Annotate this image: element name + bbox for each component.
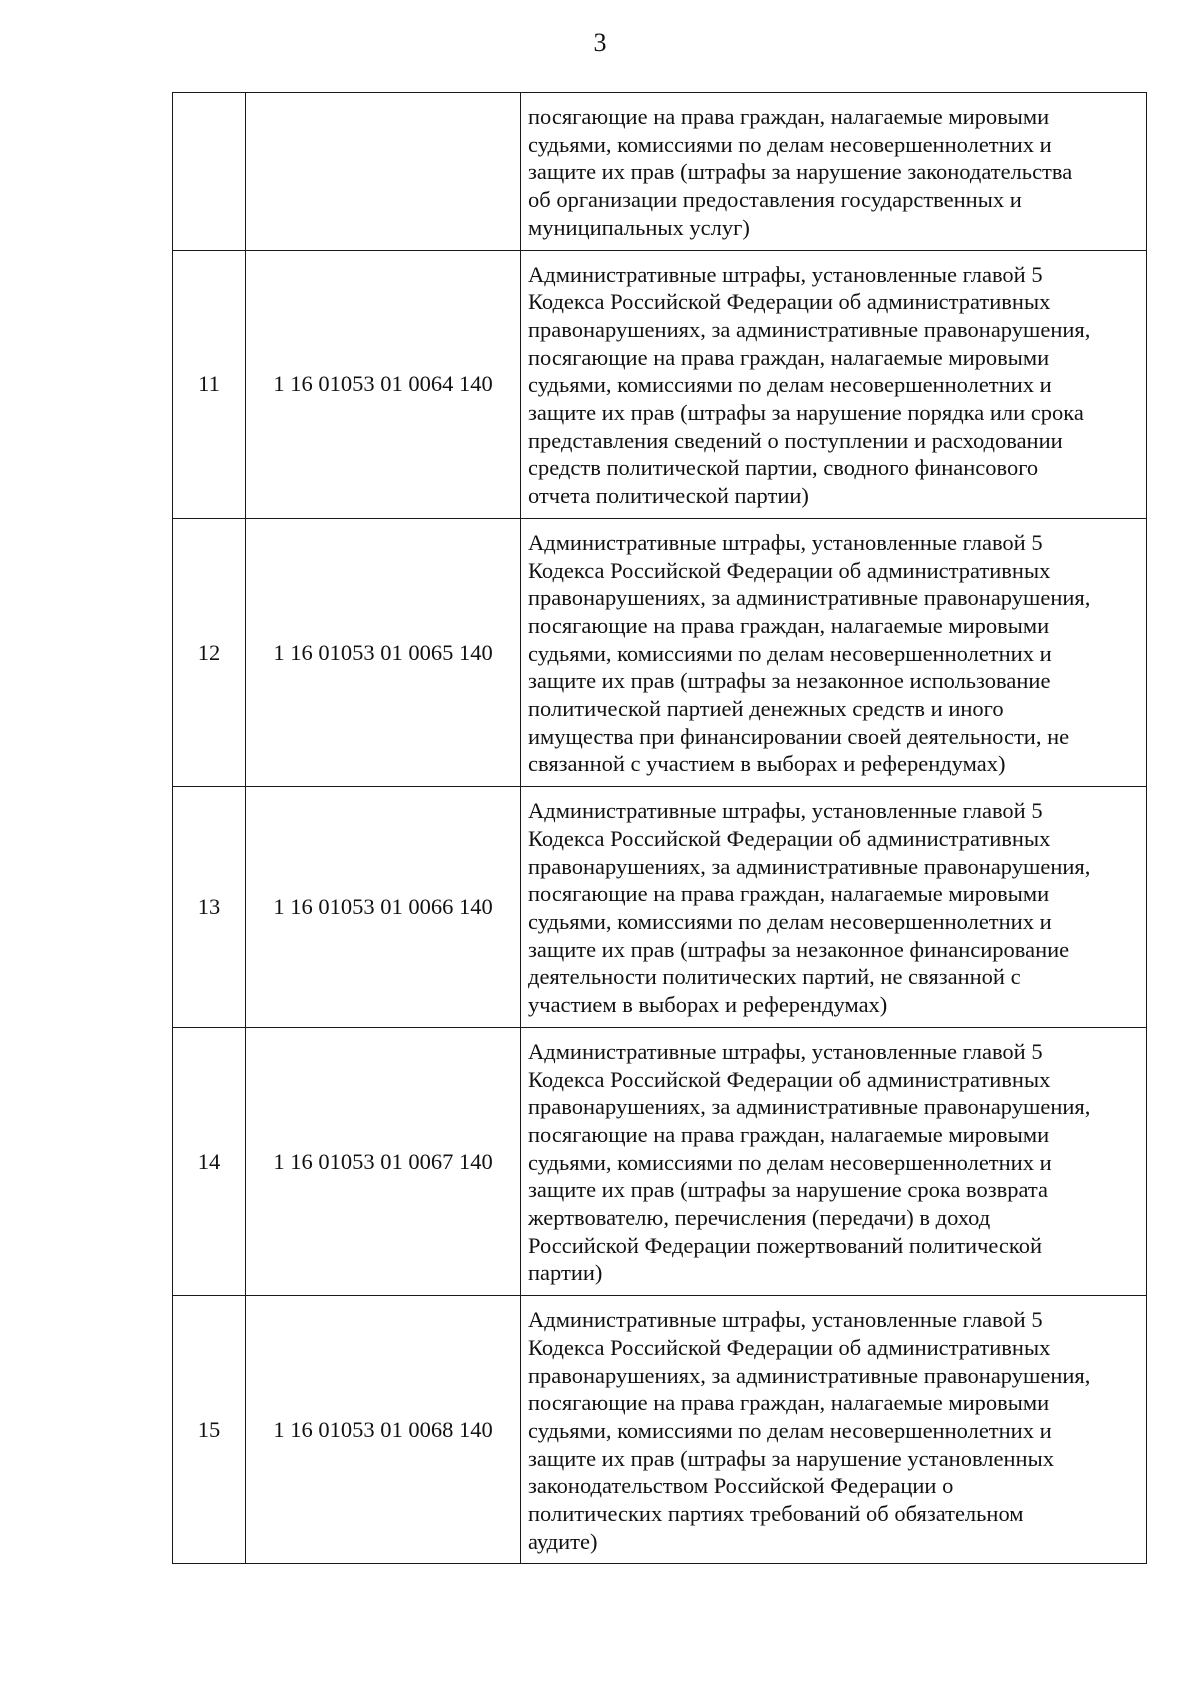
description-line: судьями, комиссиями по делам несовершеннолетних и [528,1149,1052,1175]
description-line: деятельности политических партий, не связанной с [528,964,1021,990]
description-line: участием в выборах и референдумах) [528,992,888,1018]
description-line: Российской Федерации пожертвований политической [528,1232,1042,1258]
description-line: отчета политической партии) [528,483,809,509]
description-line: посягающие на права граждан, налагаемые мировыми [528,881,1050,907]
description-line: политических партиях требований об обязательном [528,1501,1024,1527]
row-number-cell: 11 [173,250,246,518]
budget-code-cell: 1 16 01053 01 0064 140 [246,250,521,518]
description-line: об организации предоставления государственных и [528,187,1022,213]
page-number: 3 [593,28,607,57]
description-line: судьями, комиссиями по делам несовершеннолетних и [528,372,1052,398]
description-line: судьями, комиссиями по делам несовершеннолетних и [528,640,1052,666]
description-line: политической партией денежных средств и иного [528,696,1004,722]
description-line: Кодекса Российской Федерации об административных [528,557,1051,583]
description-line: правонарушениях, за административные правонарушения, [528,853,1091,879]
description-line: Административные штрафы, установленные главой 5 [528,1038,1043,1064]
description-line: посягающие на права граждан, налагаемые мировыми [528,104,1050,129]
description-line: судьями, комиссиями по делам несовершеннолетних и [528,131,1052,157]
description-line: партии) [528,1260,603,1286]
description-line: Административные штрафы, установленные главой 5 [528,529,1043,555]
description-line: Административные штрафы, установленные главой 5 [528,798,1043,824]
budget-code-cell: 1 16 01053 01 0065 140 [246,518,521,786]
table-row [173,518,1147,786]
description-line: правонарушениях, за административные правонарушения, [528,1094,1091,1120]
description-line: Административные штрафы, установленные главой 5 [528,261,1043,287]
description-line: Кодекса Российской Федерации об административных [528,1066,1051,1092]
description-line: связанной с участием в выборах и референдумах) [528,751,1006,777]
row-number-cell: 15 [173,1296,246,1564]
description-line: правонарушениях, за административные правонарушения, [528,316,1091,342]
description-line: посягающие на права граждан, налагаемые мировыми [528,612,1050,638]
description-line: судьями, комиссиями по делам несовершеннолетних и [528,1417,1052,1443]
row-number-cell: 14 [173,1027,246,1295]
description-cell [521,1296,1147,1564]
description-line: защите их прав (штрафы за нарушение срока возврата [528,1177,1049,1203]
budget-code-cell: 1 16 01053 01 0067 140 [246,1027,521,1295]
description-line: представления сведений о поступлении и расходовании [528,427,1063,453]
row-number-cell [173,93,246,251]
description-line: Административные штрафы, установленные главой 5 [528,1307,1043,1333]
description-cell [521,250,1147,518]
table-row [173,787,1147,1028]
description-line: посягающие на права граждан, налагаемые мировыми [528,1390,1050,1416]
description-line: посягающие на права граждан, налагаемые мировыми [528,344,1050,370]
description-line: муниципальных услуг) [528,214,750,240]
description-line: защите их прав (штрафы за незаконное финансирование [528,936,1070,962]
description-line: аудите) [528,1528,598,1554]
description-cell [521,1027,1147,1295]
description-line: Кодекса Российской Федерации об административных [528,1334,1051,1360]
description-line: имущества при финансировании своей деятельности, не [528,723,1070,749]
table-row [173,250,1147,518]
budget-code-cell: 1 16 01053 01 0066 140 [246,787,521,1028]
fees-table-body [173,93,1147,1564]
description-line: жертвователю, перечисления (передачи) в доход [528,1205,991,1231]
description-cell [521,93,1147,251]
description-line: защите их прав (штрафы за нарушение порядка или срока [528,400,1084,426]
description-line: правонарушениях, за административные правонарушения, [528,585,1091,611]
budget-code-cell [246,93,521,251]
description-line: Кодекса Российской Федерации об административных [528,289,1051,315]
row-number-cell: 13 [173,787,246,1028]
description-line: Кодекса Российской Федерации об административных [528,825,1051,851]
table-row [173,1027,1147,1295]
description-cell [521,518,1147,786]
description-line: защите их прав (штрафы за нарушение законодательства [528,159,1073,185]
description-line: судьями, комиссиями по делам несовершеннолетних и [528,908,1052,934]
table-row [173,93,1147,251]
budget-code-cell: 1 16 01053 01 0068 140 [246,1296,521,1564]
fees-table [172,92,1147,1564]
description-line: законодательством Российской Федерации о [528,1473,954,1499]
table-row [173,1296,1147,1564]
description-cell [521,787,1147,1028]
description-line: правонарушениях, за административные правонарушения, [528,1362,1091,1388]
description-line: защите их прав (штрафы за незаконное использование [528,668,1051,694]
description-line: посягающие на права граждан, налагаемые мировыми [528,1121,1050,1147]
description-line: средств политической партии, сводного финансового [528,455,1039,481]
description-line: защите их прав (штрафы за нарушение установленных [528,1445,1054,1471]
row-number-cell: 12 [173,518,246,786]
